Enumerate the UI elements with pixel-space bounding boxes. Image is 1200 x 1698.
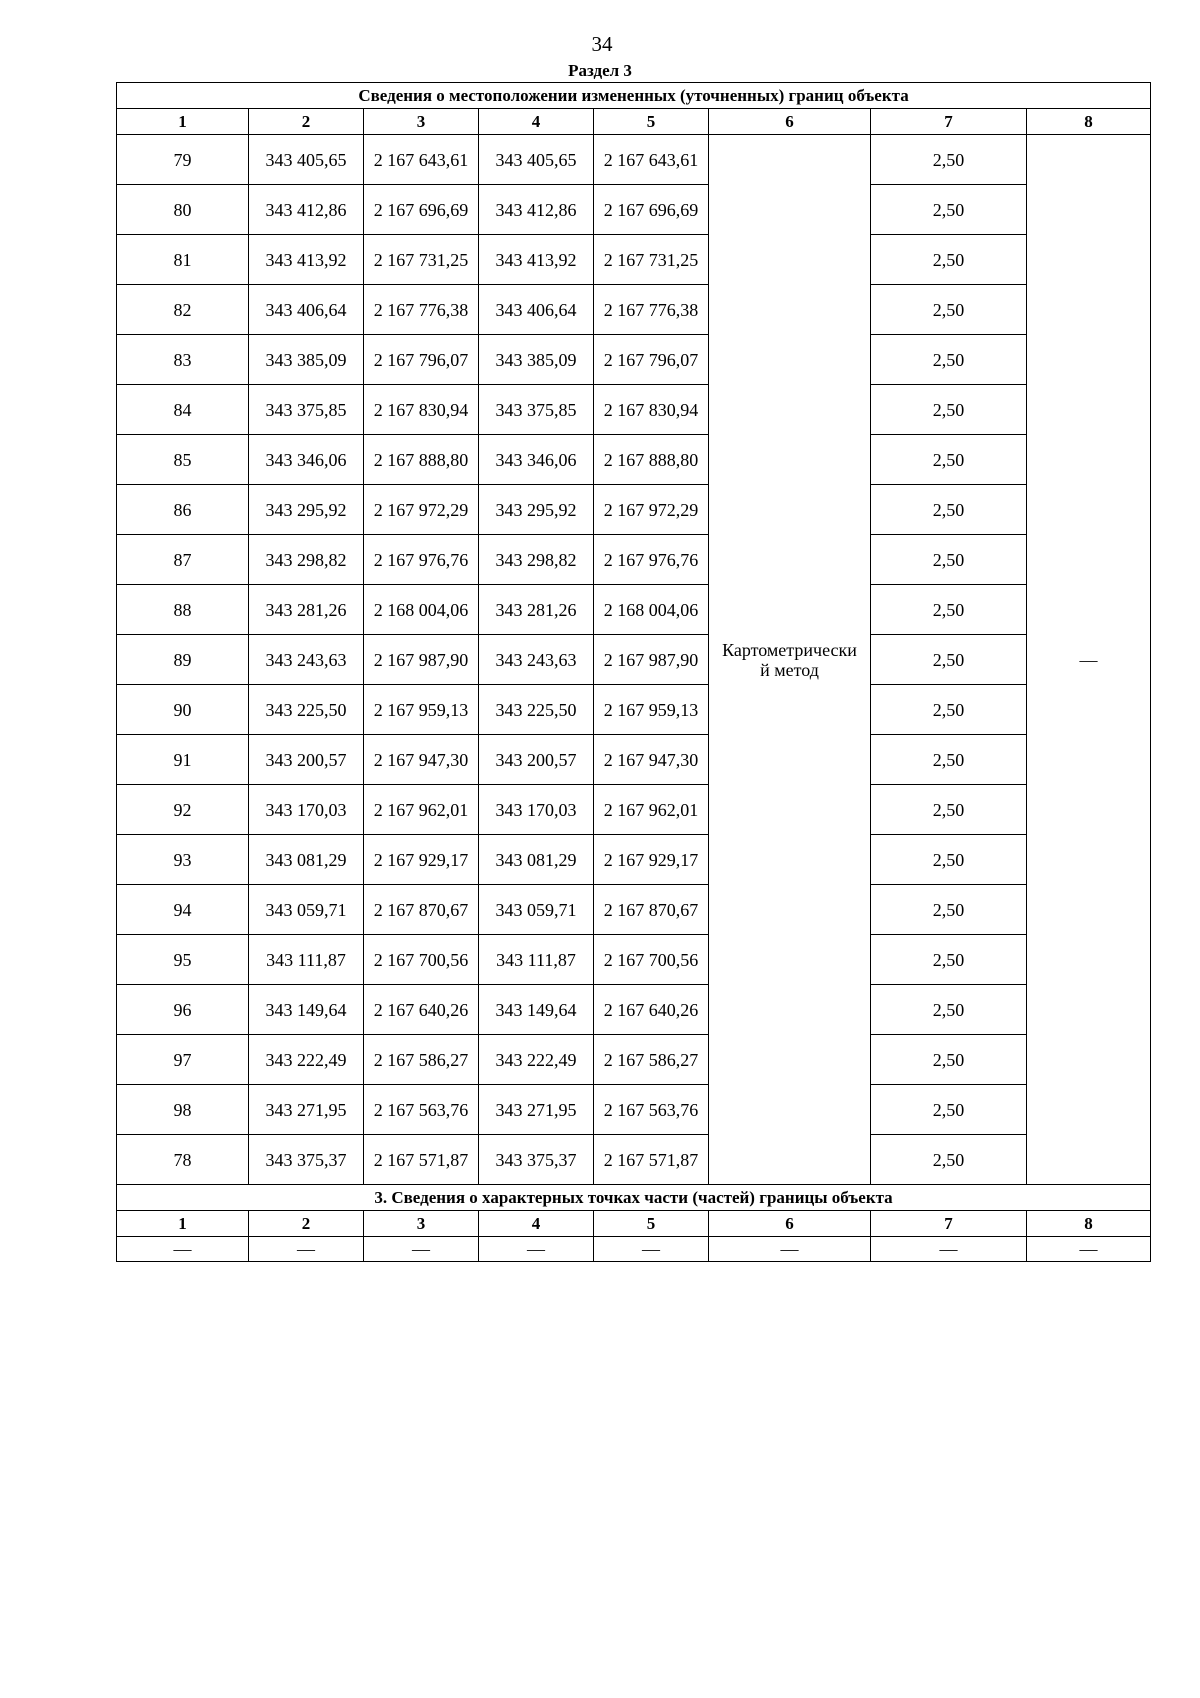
table2-empty-cell: — [364, 1237, 479, 1262]
y-new-cell: 2 168 004,06 [594, 585, 709, 635]
x-new-cell: 343 271,95 [479, 1085, 594, 1135]
table2-column-number: 3 [364, 1211, 479, 1237]
table2-column-number: 2 [249, 1211, 364, 1237]
table1-column-number: 5 [594, 109, 709, 135]
y-old-cell: 2 168 004,06 [364, 585, 479, 635]
x-old-cell: 343 412,86 [249, 185, 364, 235]
x-new-cell: 343 222,49 [479, 1035, 594, 1085]
table-row [117, 285, 1151, 335]
y-old-cell: 2 167 796,07 [364, 335, 479, 385]
y-new-cell: 2 167 929,17 [594, 835, 709, 885]
point-number-cell: 91 [117, 735, 249, 785]
y-old-cell: 2 167 586,27 [364, 1035, 479, 1085]
y-old-cell: 2 167 929,17 [364, 835, 479, 885]
y-old-cell: 2 167 947,30 [364, 735, 479, 785]
x-old-cell: 343 271,95 [249, 1085, 364, 1135]
table-row [117, 385, 1151, 435]
precision-cell: 2,50 [871, 485, 1027, 535]
y-new-cell: 2 167 947,30 [594, 735, 709, 785]
table1-column-number: 6 [709, 109, 871, 135]
table2-title: 3. Сведения о характерных точках части (частей) границы объекта [117, 1185, 1151, 1211]
x-old-cell: 343 222,49 [249, 1035, 364, 1085]
precision-cell: 2,50 [871, 185, 1027, 235]
table-row [117, 1035, 1151, 1085]
y-new-cell: 2 167 776,38 [594, 285, 709, 335]
table2-empty-cell: — [1027, 1237, 1151, 1262]
point-number-cell: 90 [117, 685, 249, 735]
table2-empty-cell: — [249, 1237, 364, 1262]
precision-cell: 2,50 [871, 785, 1027, 835]
point-number-cell: 92 [117, 785, 249, 835]
precision-cell: 2,50 [871, 385, 1027, 435]
x-new-cell: 343 225,50 [479, 685, 594, 735]
table-row [117, 885, 1151, 935]
table-row [117, 535, 1151, 585]
table2-column-number: 8 [1027, 1211, 1151, 1237]
table-row [117, 485, 1151, 535]
x-new-cell: 343 375,37 [479, 1135, 594, 1185]
x-new-cell: 343 059,71 [479, 885, 594, 935]
point-number-cell: 96 [117, 985, 249, 1035]
table-row [117, 335, 1151, 385]
x-old-cell: 343 200,57 [249, 735, 364, 785]
y-old-cell: 2 167 959,13 [364, 685, 479, 735]
precision-cell: 2,50 [871, 685, 1027, 735]
precision-cell: 2,50 [871, 585, 1027, 635]
point-number-cell: 78 [117, 1135, 249, 1185]
x-new-cell: 343 149,64 [479, 985, 594, 1035]
y-old-cell: 2 167 700,56 [364, 935, 479, 985]
table-row [117, 235, 1151, 285]
y-old-cell: 2 167 830,94 [364, 385, 479, 435]
precision-cell: 2,50 [871, 735, 1027, 785]
y-old-cell: 2 167 776,38 [364, 285, 479, 335]
table-row [117, 185, 1151, 235]
method-line-2: й метод [760, 659, 819, 680]
boundary-table [116, 82, 1151, 1262]
table-row [117, 585, 1151, 635]
table2-empty-cell: — [709, 1237, 871, 1262]
y-new-cell: 2 167 796,07 [594, 335, 709, 385]
x-old-cell: 343 059,71 [249, 885, 364, 935]
table-row [117, 1237, 1151, 1262]
x-old-cell: 343 406,64 [249, 285, 364, 335]
y-new-cell: 2 167 731,25 [594, 235, 709, 285]
point-number-cell: 80 [117, 185, 249, 235]
y-old-cell: 2 167 976,76 [364, 535, 479, 585]
y-new-cell: 2 167 959,13 [594, 685, 709, 735]
point-number-cell: 88 [117, 585, 249, 635]
table-row [117, 1135, 1151, 1185]
precision-cell: 2,50 [871, 885, 1027, 935]
x-old-cell: 343 081,29 [249, 835, 364, 885]
table-row [117, 835, 1151, 885]
table2-empty-cell: — [871, 1237, 1027, 1262]
point-number-cell: 89 [117, 635, 249, 685]
table2-column-number: 5 [594, 1211, 709, 1237]
x-new-cell: 343 170,03 [479, 785, 594, 835]
y-old-cell: 2 167 888,80 [364, 435, 479, 485]
table1-column-number: 1 [117, 109, 249, 135]
precision-cell: 2,50 [871, 835, 1027, 885]
y-old-cell: 2 167 962,01 [364, 785, 479, 835]
precision-cell: 2,50 [871, 335, 1027, 385]
precision-cell: 2,50 [871, 135, 1027, 185]
y-new-cell: 2 167 987,90 [594, 635, 709, 685]
table-row [117, 785, 1151, 835]
table1-column-number: 7 [871, 109, 1027, 135]
x-new-cell: 343 375,85 [479, 385, 594, 435]
y-new-cell: 2 167 962,01 [594, 785, 709, 835]
x-old-cell: 343 385,09 [249, 335, 364, 385]
precision-cell: 2,50 [871, 985, 1027, 1035]
y-new-cell: 2 167 972,29 [594, 485, 709, 535]
table2-column-number: 1 [117, 1211, 249, 1237]
method-line-1: Картометрически [722, 639, 857, 660]
x-old-cell: 343 413,92 [249, 235, 364, 285]
y-old-cell: 2 167 731,25 [364, 235, 479, 285]
point-number-cell: 95 [117, 935, 249, 985]
method-cell [709, 135, 871, 1185]
x-old-cell: 343 149,64 [249, 985, 364, 1035]
x-new-cell: 343 412,86 [479, 185, 594, 235]
point-number-cell: 94 [117, 885, 249, 935]
y-old-cell: 2 167 972,29 [364, 485, 479, 535]
table-row [117, 935, 1151, 985]
precision-cell: 2,50 [871, 535, 1027, 585]
table2-empty-cell: — [594, 1237, 709, 1262]
y-new-cell: 2 167 700,56 [594, 935, 709, 985]
x-new-cell: 343 081,29 [479, 835, 594, 885]
y-old-cell: 2 167 870,67 [364, 885, 479, 935]
table1-column-number: 3 [364, 109, 479, 135]
y-new-cell: 2 167 643,61 [594, 135, 709, 185]
point-number-cell: 84 [117, 385, 249, 435]
precision-cell: 2,50 [871, 1085, 1027, 1135]
point-number-cell: 85 [117, 435, 249, 485]
x-new-cell: 343 405,65 [479, 135, 594, 185]
table2-column-number: 7 [871, 1211, 1027, 1237]
x-new-cell: 343 200,57 [479, 735, 594, 785]
x-old-cell: 343 243,63 [249, 635, 364, 685]
y-new-cell: 2 167 640,26 [594, 985, 709, 1035]
x-new-cell: 343 406,64 [479, 285, 594, 335]
x-old-cell: 343 225,50 [249, 685, 364, 735]
table2-column-number: 6 [709, 1211, 871, 1237]
table2-empty-cell: — [479, 1237, 594, 1262]
x-old-cell: 343 170,03 [249, 785, 364, 835]
table1-column-number: 8 [1027, 109, 1151, 135]
y-old-cell: 2 167 987,90 [364, 635, 479, 685]
point-number-cell: 86 [117, 485, 249, 535]
precision-cell: 2,50 [871, 635, 1027, 685]
table1-column-number: 2 [249, 109, 364, 135]
point-number-cell: 93 [117, 835, 249, 885]
x-old-cell: 343 295,92 [249, 485, 364, 535]
table-row [117, 735, 1151, 785]
table-row [117, 435, 1151, 485]
x-new-cell: 343 281,26 [479, 585, 594, 635]
table-row [117, 635, 1151, 685]
precision-cell: 2,50 [871, 1035, 1027, 1085]
y-new-cell: 2 167 571,87 [594, 1135, 709, 1185]
table-row [117, 1085, 1151, 1135]
point-number-cell: 79 [117, 135, 249, 185]
precision-cell: 2,50 [871, 285, 1027, 335]
y-old-cell: 2 167 571,87 [364, 1135, 479, 1185]
x-new-cell: 343 413,92 [479, 235, 594, 285]
y-new-cell: 2 167 830,94 [594, 385, 709, 435]
x-new-cell: 343 295,92 [479, 485, 594, 535]
table-row [117, 135, 1151, 185]
y-new-cell: 2 167 976,76 [594, 535, 709, 585]
table2-empty-cell: — [117, 1237, 249, 1262]
y-new-cell: 2 167 586,27 [594, 1035, 709, 1085]
section-label: Раздел 3 [568, 61, 632, 80]
y-new-cell: 2 167 696,69 [594, 185, 709, 235]
x-new-cell: 343 298,82 [479, 535, 594, 585]
y-new-cell: 2 167 870,67 [594, 885, 709, 935]
point-number-cell: 87 [117, 535, 249, 585]
x-old-cell: 343 346,06 [249, 435, 364, 485]
col8-cell: — [1027, 135, 1151, 1185]
y-old-cell: 2 167 643,61 [364, 135, 479, 185]
precision-cell: 2,50 [871, 235, 1027, 285]
table1-title: Сведения о местоположении измененных (уточненных) границ объекта [117, 83, 1151, 109]
precision-cell: 2,50 [871, 435, 1027, 485]
precision-cell: 2,50 [871, 935, 1027, 985]
y-old-cell: 2 167 696,69 [364, 185, 479, 235]
precision-cell: 2,50 [871, 1135, 1027, 1185]
x-new-cell: 343 346,06 [479, 435, 594, 485]
page-number: 34 [591, 32, 613, 56]
y-new-cell: 2 167 563,76 [594, 1085, 709, 1135]
x-new-cell: 343 385,09 [479, 335, 594, 385]
point-number-cell: 82 [117, 285, 249, 335]
x-old-cell: 343 375,85 [249, 385, 364, 435]
x-old-cell: 343 405,65 [249, 135, 364, 185]
x-new-cell: 343 243,63 [479, 635, 594, 685]
point-number-cell: 98 [117, 1085, 249, 1135]
y-old-cell: 2 167 563,76 [364, 1085, 479, 1135]
x-old-cell: 343 281,26 [249, 585, 364, 635]
x-old-cell: 343 298,82 [249, 535, 364, 585]
x-old-cell: 343 111,87 [249, 935, 364, 985]
table2-column-number: 4 [479, 1211, 594, 1237]
point-number-cell: 83 [117, 335, 249, 385]
x-new-cell: 343 111,87 [479, 935, 594, 985]
point-number-cell: 81 [117, 235, 249, 285]
x-old-cell: 343 375,37 [249, 1135, 364, 1185]
y-new-cell: 2 167 888,80 [594, 435, 709, 485]
table1-column-number: 4 [479, 109, 594, 135]
point-number-cell: 97 [117, 1035, 249, 1085]
y-old-cell: 2 167 640,26 [364, 985, 479, 1035]
table-row [117, 685, 1151, 735]
table-row [117, 985, 1151, 1035]
